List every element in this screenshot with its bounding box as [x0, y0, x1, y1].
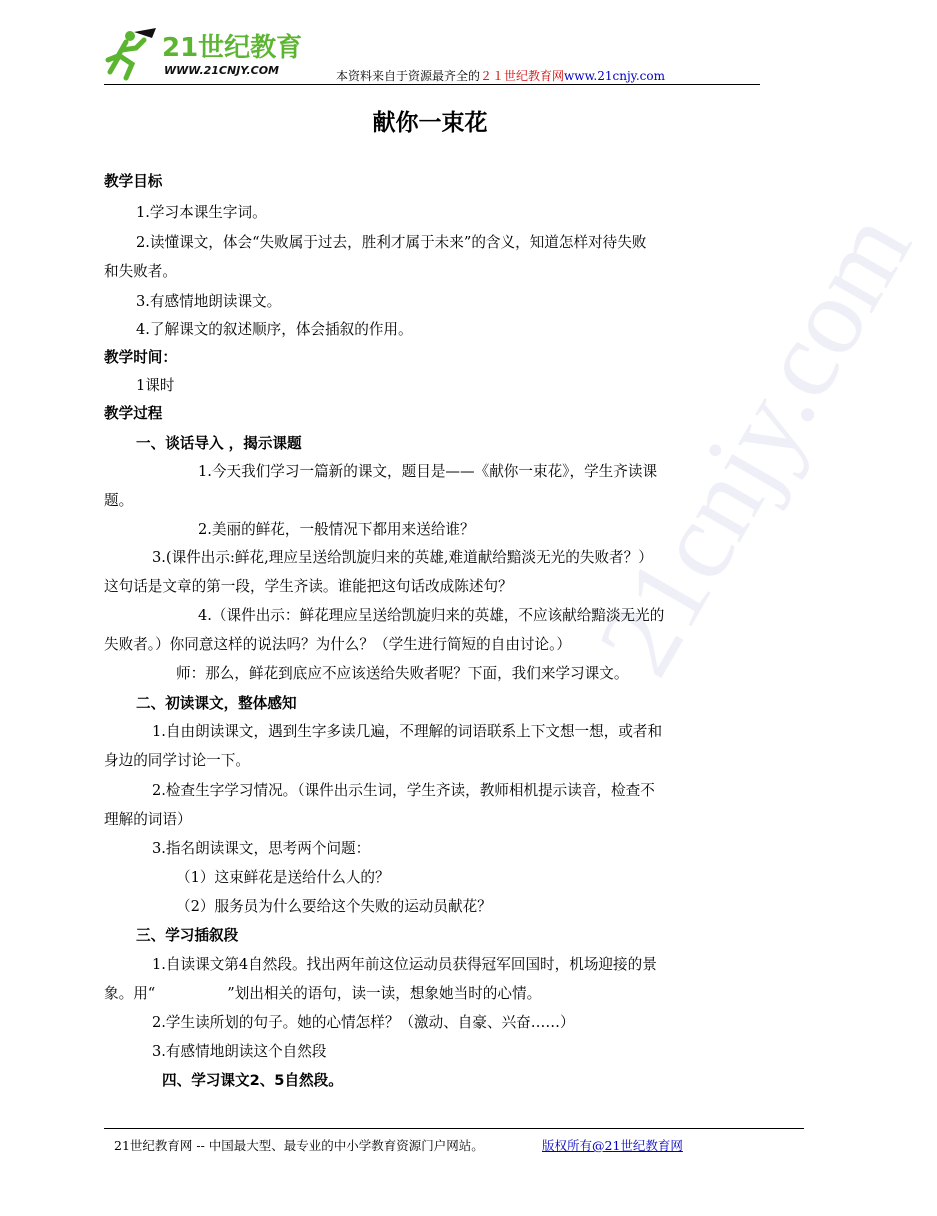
heading-objectives: 教学目标	[104, 173, 163, 190]
paragraph: 2.学生读所划的句子。她的心情怎样？（激动、自豪、兴奋……）	[152, 1014, 575, 1031]
footer-divider	[104, 1128, 804, 1129]
section-heading: 二、初读课文，整体感知	[136, 695, 297, 712]
paragraph: 失败者。）你同意这样的说法吗？为什么？（学生进行简短的自由讨论。）	[104, 636, 571, 653]
paragraph: 1.今天我们学习一篇新的课文，题目是——《献你一束花》，学生齐读课	[198, 463, 658, 480]
paragraph: （2）服务员为什么要给这个失败的运动员献花？	[176, 898, 492, 915]
header-divider	[104, 84, 760, 85]
paragraph: 身边的同学讨论一下。	[104, 752, 250, 769]
logo-icon	[104, 26, 304, 82]
paragraph: 题。	[104, 492, 134, 509]
section-heading: 四、学习课文2、5自然段。	[162, 1072, 343, 1089]
heading-time: 教学时间：	[104, 349, 177, 366]
paragraph: 3.有感情地朗读课文。	[136, 293, 282, 310]
header-source-line: 本资料来自于资源最齐全的２１世纪教育网www.21cnjy.com	[336, 69, 665, 83]
paragraph: 1.自读课文第4自然段。找出两年前这位运动员获得冠军回国时，机场迎接的景	[152, 956, 657, 973]
document-title: 献你一束花	[372, 110, 488, 136]
paragraph: 象。用“ ”划出相关的语句，读一读，想象她当时的心情。	[104, 985, 542, 1002]
section-heading: 三、学习插叙段	[136, 927, 239, 944]
page-header	[104, 26, 760, 86]
logo-url: WWW.21CNJY.COM	[164, 64, 279, 77]
paragraph: 4.（课件出示：鲜花理应呈送给凯旋归来的英雄，不应该献给黯淡无光的	[198, 607, 665, 624]
heading-process: 教学过程	[104, 405, 163, 422]
paragraph: 1课时	[136, 377, 175, 394]
paragraph: 2.读懂课文，体会“失败属于过去，胜利才属于未来”的含义，知道怎样对待失败	[136, 234, 647, 251]
paragraph: 1.自由朗读课文，遇到生字多读几遍，不理解的词语联系上下文想一想，或者和	[152, 723, 663, 740]
paragraph: 理解的词语）	[104, 811, 192, 828]
paragraph: （1）这束鲜花是送给什么人的？	[176, 869, 390, 886]
paragraph: 这句话是文章的第一段，学生齐读。谁能把这句话改成陈述句？	[104, 578, 513, 595]
page-footer	[104, 1128, 804, 1153]
watermark: 21cnjy.com	[574, 192, 935, 695]
section-heading: 一、谈话导入 ，揭示课题	[136, 435, 302, 452]
paragraph: 3.有感情地朗读这个自然段	[152, 1043, 327, 1060]
footer-text: 21世纪教育网 -- 中国最大型、最专业的中小学教育资源门户网站。	[114, 1138, 484, 1153]
paragraph: 2.美丽的鲜花，一般情况下都用来送给谁？	[198, 521, 475, 538]
paragraph: 师：那么，鲜花到底应不应该送给失败者呢？下面，我们来学习课文。	[176, 665, 629, 682]
paragraph: 3.(课件出示:鲜花,理应呈送给凯旋归来的英雄,难道献给黯淡无光的失败者？）	[152, 549, 653, 566]
copyright-link[interactable]: 版权所有@21世纪教育网	[542, 1138, 683, 1153]
paragraph: 和失败者。	[104, 263, 177, 280]
logo-text: 21世纪教育	[162, 33, 303, 63]
paragraph: 3.指名朗读课文，思考两个问题：	[152, 840, 371, 857]
paragraph: 4.了解课文的叙述顺序，体会插叙的作用。	[136, 321, 413, 338]
paragraph: 1.学习本课生字词。	[136, 204, 267, 221]
paragraph: 2.检查生字学习情况。（课件出示生词，学生齐读，教师相机提示读音，检查不	[152, 782, 655, 799]
